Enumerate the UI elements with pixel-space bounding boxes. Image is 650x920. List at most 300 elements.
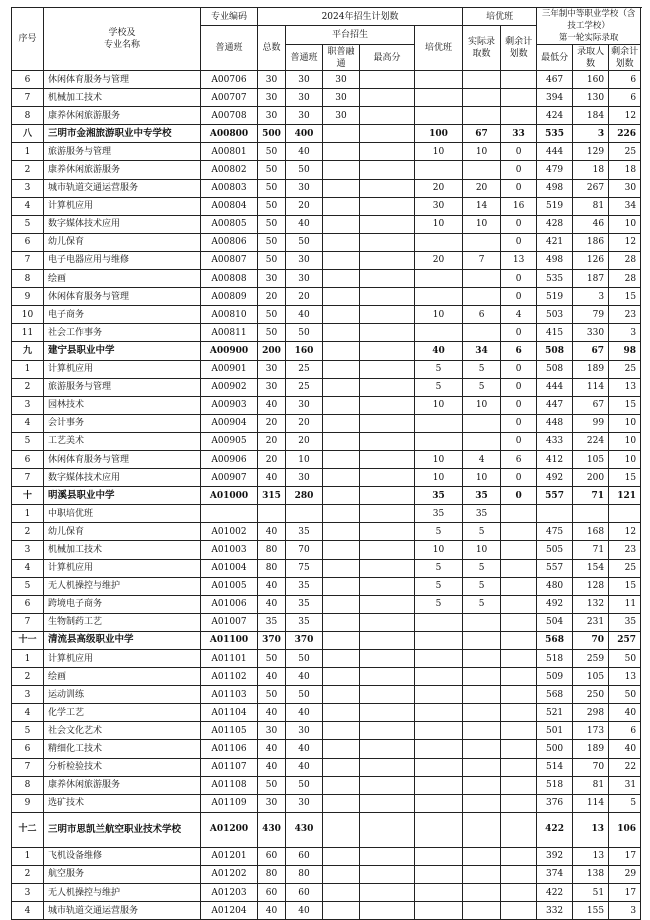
admission-table xyxy=(11,7,641,920)
vocational-bridge-cell xyxy=(360,613,415,631)
seq-cell: 7 xyxy=(12,758,44,776)
name-cell: 休闲体育服务与管理 xyxy=(44,288,201,306)
header-result-group: 三年制中等职业学校（含技工学校） 第一轮实际录取 xyxy=(537,8,641,45)
major-row xyxy=(12,143,641,161)
seq-cell: 7 xyxy=(12,89,44,107)
remaining-plan-cell xyxy=(501,559,537,577)
major-row xyxy=(12,704,641,722)
vocational-bridge-cell xyxy=(360,414,415,432)
peiyou-cell xyxy=(415,776,463,794)
major-row xyxy=(12,577,641,595)
max-score-cell: 412 xyxy=(537,450,573,468)
vocational-bridge-cell xyxy=(360,722,415,740)
total-cell: 20 xyxy=(286,288,323,306)
table-body xyxy=(12,71,641,920)
admitted-cell: 17 xyxy=(609,884,641,902)
peiyou-cell xyxy=(415,89,463,107)
min-score-cell: 70 xyxy=(573,631,609,649)
platform-regular-cell xyxy=(323,233,360,251)
seq-cell: 4 xyxy=(12,704,44,722)
min-score-cell: 160 xyxy=(573,71,609,89)
max-score-cell: 332 xyxy=(537,902,573,920)
remaining-plan-cell xyxy=(501,902,537,920)
remaining-plan-cell xyxy=(501,595,537,613)
admitted-cell: 121 xyxy=(609,487,641,505)
admitted-cell: 257 xyxy=(609,631,641,649)
platform-regular-cell xyxy=(323,668,360,686)
remaining-plan-cell xyxy=(501,650,537,668)
remaining-plan-cell xyxy=(501,89,537,107)
actual-enrolled-cell: 5 xyxy=(463,559,501,577)
major-row xyxy=(12,505,641,523)
seq-cell: 2 xyxy=(12,161,44,179)
regular-cell: 50 xyxy=(258,215,286,233)
max-score-cell: 535 xyxy=(537,125,573,143)
actual-enrolled-cell xyxy=(463,270,501,288)
name-cell: 清流县高级职业中学 xyxy=(44,631,201,649)
regular-cell: 40 xyxy=(258,469,286,487)
major-row xyxy=(12,613,641,631)
seq-cell: 5 xyxy=(12,432,44,450)
peiyou-cell: 5 xyxy=(415,378,463,396)
total-cell: 35 xyxy=(286,613,323,631)
min-score-cell: 231 xyxy=(573,613,609,631)
actual-enrolled-cell xyxy=(463,613,501,631)
name-cell: 无人机操控与维护 xyxy=(44,884,201,902)
regular-cell: 40 xyxy=(258,577,286,595)
admitted-cell: 10 xyxy=(609,450,641,468)
header-seq: 序号 xyxy=(12,8,44,71)
regular-cell: 50 xyxy=(258,161,286,179)
max-score-cell: 421 xyxy=(537,233,573,251)
max-score-cell: 535 xyxy=(537,270,573,288)
peiyou-cell: 5 xyxy=(415,559,463,577)
remaining-plan-cell: 0 xyxy=(501,360,537,378)
remaining-plan-cell: 0 xyxy=(501,378,537,396)
actual-enrolled-cell xyxy=(463,288,501,306)
total-cell: 30 xyxy=(286,469,323,487)
max-score-cell: 503 xyxy=(537,306,573,324)
vocational-bridge-cell xyxy=(360,378,415,396)
max-score-cell: 376 xyxy=(537,794,573,812)
actual-enrolled-cell xyxy=(463,794,501,812)
min-score-cell: 187 xyxy=(573,270,609,288)
min-score-cell: 267 xyxy=(573,179,609,197)
actual-enrolled-cell: 10 xyxy=(463,215,501,233)
code-cell: A01103 xyxy=(201,686,258,704)
vocational-bridge-cell xyxy=(360,523,415,541)
name-cell: 休闲体育服务与管理 xyxy=(44,71,201,89)
min-score-cell: 99 xyxy=(573,414,609,432)
actual-enrolled-cell: 5 xyxy=(463,595,501,613)
remaining-plan-cell xyxy=(501,107,537,125)
major-row xyxy=(12,107,641,125)
admitted-cell: 29 xyxy=(609,865,641,883)
major-row xyxy=(12,233,641,251)
header-remaining-plan: 剩余计划数 xyxy=(501,26,537,71)
total-cell: 160 xyxy=(286,342,323,360)
platform-regular-cell xyxy=(323,324,360,342)
peiyou-cell: 5 xyxy=(415,360,463,378)
peiyou-cell: 10 xyxy=(415,215,463,233)
platform-regular-cell xyxy=(323,613,360,631)
seq-cell: 1 xyxy=(12,143,44,161)
admitted-cell: 11 xyxy=(609,595,641,613)
max-score-cell: 433 xyxy=(537,432,573,450)
remaining-plan-cell xyxy=(501,704,537,722)
header-total: 总数 xyxy=(258,26,286,71)
admitted-cell: 98 xyxy=(609,342,641,360)
name-cell: 机械加工技术 xyxy=(44,89,201,107)
regular-cell: 40 xyxy=(258,523,286,541)
platform-regular-cell xyxy=(323,847,360,865)
vocational-bridge-cell xyxy=(360,306,415,324)
seq-cell: 9 xyxy=(12,288,44,306)
school-row xyxy=(12,342,641,360)
regular-cell: 35 xyxy=(258,613,286,631)
name-cell: 社会文化艺术 xyxy=(44,722,201,740)
actual-enrolled-cell: 10 xyxy=(463,469,501,487)
actual-enrolled-cell xyxy=(463,722,501,740)
total-cell: 30 xyxy=(286,722,323,740)
actual-enrolled-cell xyxy=(463,414,501,432)
remaining-plan-cell xyxy=(501,812,537,847)
regular-cell: 50 xyxy=(258,179,286,197)
name-cell: 三明市思凯兰航空职业技术学校 xyxy=(44,812,201,847)
code-cell: A00901 xyxy=(201,360,258,378)
vocational-bridge-cell xyxy=(360,215,415,233)
remaining-plan-cell: 13 xyxy=(501,251,537,269)
peiyou-cell xyxy=(415,722,463,740)
admitted-cell: 15 xyxy=(609,396,641,414)
peiyou-cell xyxy=(415,668,463,686)
school-row xyxy=(12,125,641,143)
platform-regular-cell xyxy=(323,523,360,541)
school-row xyxy=(12,487,641,505)
actual-enrolled-cell xyxy=(463,432,501,450)
peiyou-cell: 10 xyxy=(415,306,463,324)
major-row xyxy=(12,197,641,215)
major-row xyxy=(12,378,641,396)
min-score-cell: 259 xyxy=(573,650,609,668)
regular-cell: 80 xyxy=(258,559,286,577)
major-row xyxy=(12,794,641,812)
min-score-cell: 189 xyxy=(573,360,609,378)
major-row xyxy=(12,306,641,324)
actual-enrolled-cell xyxy=(463,847,501,865)
total-cell: 30 xyxy=(286,179,323,197)
name-cell: 社会工作事务 xyxy=(44,324,201,342)
platform-regular-cell xyxy=(323,686,360,704)
total-cell xyxy=(286,505,323,523)
platform-regular-cell xyxy=(323,577,360,595)
code-cell: A00906 xyxy=(201,450,258,468)
header-platform-group: 平台招生 xyxy=(286,26,415,45)
actual-enrolled-cell: 67 xyxy=(463,125,501,143)
total-cell: 50 xyxy=(286,233,323,251)
remaining-plan-cell xyxy=(501,613,537,631)
code-cell: A00804 xyxy=(201,197,258,215)
min-score-cell: 18 xyxy=(573,161,609,179)
min-score-cell: 155 xyxy=(573,902,609,920)
max-score-cell: 519 xyxy=(537,288,573,306)
major-row xyxy=(12,902,641,920)
actual-enrolled-cell: 20 xyxy=(463,179,501,197)
vocational-bridge-cell xyxy=(360,541,415,559)
code-cell: A01202 xyxy=(201,865,258,883)
regular-cell: 50 xyxy=(258,143,286,161)
remaining-plan-cell xyxy=(501,847,537,865)
code-cell: A00809 xyxy=(201,288,258,306)
code-cell: A01005 xyxy=(201,577,258,595)
platform-regular-cell xyxy=(323,650,360,668)
name-cell: 旅游服务与管理 xyxy=(44,378,201,396)
actual-enrolled-cell xyxy=(463,668,501,686)
max-score-cell: 394 xyxy=(537,89,573,107)
header-vocational-bridge: 职普融通 xyxy=(323,45,360,71)
max-score-cell: 514 xyxy=(537,758,573,776)
name-cell: 康养休闲旅游服务 xyxy=(44,107,201,125)
peiyou-cell xyxy=(415,324,463,342)
platform-regular-cell xyxy=(323,469,360,487)
vocational-bridge-cell xyxy=(360,270,415,288)
regular-cell: 60 xyxy=(258,847,286,865)
name-cell: 明溪县职业中学 xyxy=(44,487,201,505)
actual-enrolled-cell: 5 xyxy=(463,523,501,541)
total-cell: 50 xyxy=(286,161,323,179)
seq-cell: 5 xyxy=(12,577,44,595)
admitted-cell: 28 xyxy=(609,251,641,269)
admitted-cell: 13 xyxy=(609,378,641,396)
regular-cell: 40 xyxy=(258,902,286,920)
total-cell: 50 xyxy=(286,650,323,668)
platform-regular-cell xyxy=(323,559,360,577)
admitted-cell: 10 xyxy=(609,215,641,233)
platform-regular-cell xyxy=(323,595,360,613)
name-cell: 运动训练 xyxy=(44,686,201,704)
name-cell: 数字媒体技术应用 xyxy=(44,469,201,487)
vocational-bridge-cell xyxy=(360,631,415,649)
regular-cell: 30 xyxy=(258,107,286,125)
regular-cell: 30 xyxy=(258,270,286,288)
actual-enrolled-cell: 35 xyxy=(463,487,501,505)
name-cell: 机械加工技术 xyxy=(44,541,201,559)
name-cell: 分析检验技术 xyxy=(44,758,201,776)
name-cell: 园林技术 xyxy=(44,396,201,414)
vocational-bridge-cell xyxy=(360,143,415,161)
max-score-cell: 422 xyxy=(537,884,573,902)
total-cell: 60 xyxy=(286,847,323,865)
name-cell: 电子电器应用与维修 xyxy=(44,251,201,269)
total-cell: 400 xyxy=(286,125,323,143)
seq-cell: 6 xyxy=(12,740,44,758)
regular-cell: 50 xyxy=(258,776,286,794)
peiyou-cell xyxy=(415,631,463,649)
total-cell: 35 xyxy=(286,523,323,541)
platform-regular-cell xyxy=(323,631,360,649)
code-cell: A00807 xyxy=(201,251,258,269)
actual-enrolled-cell: 35 xyxy=(463,505,501,523)
actual-enrolled-cell: 7 xyxy=(463,251,501,269)
major-row xyxy=(12,469,641,487)
admitted-cell: 50 xyxy=(609,686,641,704)
seq-cell: 9 xyxy=(12,794,44,812)
admitted-cell: 15 xyxy=(609,288,641,306)
admitted-cell: 28 xyxy=(609,270,641,288)
name-cell: 跨境电子商务 xyxy=(44,595,201,613)
platform-regular-cell: 30 xyxy=(323,89,360,107)
code-cell: A01108 xyxy=(201,776,258,794)
vocational-bridge-cell xyxy=(360,686,415,704)
actual-enrolled-cell xyxy=(463,631,501,649)
peiyou-cell: 10 xyxy=(415,450,463,468)
vocational-bridge-cell xyxy=(360,251,415,269)
regular-cell: 80 xyxy=(258,541,286,559)
name-cell: 城市轨道交通运营服务 xyxy=(44,179,201,197)
peiyou-cell xyxy=(415,902,463,920)
vocational-bridge-cell xyxy=(360,71,415,89)
peiyou-cell xyxy=(415,847,463,865)
header-peiyou-group: 培优班 xyxy=(463,8,537,26)
peiyou-cell xyxy=(415,613,463,631)
name-cell: 绘画 xyxy=(44,668,201,686)
major-row xyxy=(12,215,641,233)
admitted-cell: 15 xyxy=(609,577,641,595)
actual-enrolled-cell xyxy=(463,865,501,883)
max-score-cell: 479 xyxy=(537,161,573,179)
actual-enrolled-cell xyxy=(463,233,501,251)
remaining-plan-cell: 0 xyxy=(501,161,537,179)
min-score-cell: 114 xyxy=(573,794,609,812)
seq-cell: 3 xyxy=(12,179,44,197)
vocational-bridge-cell xyxy=(360,650,415,668)
seq-cell: 8 xyxy=(12,270,44,288)
actual-enrolled-cell xyxy=(463,107,501,125)
admitted-cell: 3 xyxy=(609,902,641,920)
major-row xyxy=(12,396,641,414)
vocational-bridge-cell xyxy=(360,324,415,342)
platform-regular-cell: 30 xyxy=(323,107,360,125)
regular-cell: 40 xyxy=(258,704,286,722)
total-cell: 50 xyxy=(286,776,323,794)
name-cell: 计算机应用 xyxy=(44,197,201,215)
total-cell: 70 xyxy=(286,541,323,559)
regular-cell: 50 xyxy=(258,306,286,324)
major-row xyxy=(12,450,641,468)
actual-enrolled-cell: 6 xyxy=(463,306,501,324)
regular-cell: 40 xyxy=(258,396,286,414)
admitted-cell: 12 xyxy=(609,233,641,251)
code-cell: A01109 xyxy=(201,794,258,812)
seq-cell: 十一 xyxy=(12,631,44,649)
max-score-cell: 498 xyxy=(537,251,573,269)
remaining-plan-cell xyxy=(501,541,537,559)
major-row xyxy=(12,432,641,450)
name-cell: 飞机设备维修 xyxy=(44,847,201,865)
peiyou-cell: 20 xyxy=(415,179,463,197)
name-cell: 选矿技术 xyxy=(44,794,201,812)
seq-cell: 5 xyxy=(12,722,44,740)
regular-cell: 60 xyxy=(258,884,286,902)
major-row xyxy=(12,559,641,577)
platform-regular-cell xyxy=(323,414,360,432)
actual-enrolled-cell: 5 xyxy=(463,360,501,378)
remaining-plan-cell: 6 xyxy=(501,342,537,360)
total-cell: 30 xyxy=(286,270,323,288)
seq-cell: 4 xyxy=(12,197,44,215)
min-score-cell: 13 xyxy=(573,847,609,865)
remaining-plan-cell: 0 xyxy=(501,324,537,342)
seq-cell: 11 xyxy=(12,324,44,342)
regular-cell: 40 xyxy=(258,595,286,613)
platform-regular-cell xyxy=(323,722,360,740)
actual-enrolled-cell xyxy=(463,89,501,107)
code-cell xyxy=(201,505,258,523)
actual-enrolled-cell: 10 xyxy=(463,396,501,414)
admitted-cell: 30 xyxy=(609,179,641,197)
vocational-bridge-cell xyxy=(360,487,415,505)
min-score-cell: 81 xyxy=(573,776,609,794)
code-cell: A00811 xyxy=(201,324,258,342)
name-cell: 建宁县职业中学 xyxy=(44,342,201,360)
header-actual-enrolled: 实际录取数 xyxy=(463,26,501,71)
peiyou-cell xyxy=(415,686,463,704)
max-score-cell: 374 xyxy=(537,865,573,883)
seq-cell: 5 xyxy=(12,215,44,233)
min-score-cell: 46 xyxy=(573,215,609,233)
peiyou-cell: 20 xyxy=(415,251,463,269)
total-cell: 25 xyxy=(286,378,323,396)
seq-cell: 3 xyxy=(12,541,44,559)
major-row xyxy=(12,884,641,902)
code-cell: A00708 xyxy=(201,107,258,125)
code-cell: A01107 xyxy=(201,758,258,776)
total-cell: 50 xyxy=(286,686,323,704)
peiyou-cell: 30 xyxy=(415,197,463,215)
vocational-bridge-cell xyxy=(360,577,415,595)
header-regular: 普通班 xyxy=(201,26,258,71)
min-score-cell: 79 xyxy=(573,306,609,324)
regular-cell: 20 xyxy=(258,288,286,306)
name-cell: 休闲体育服务与管理 xyxy=(44,450,201,468)
code-cell: A00707 xyxy=(201,89,258,107)
actual-enrolled-cell xyxy=(463,161,501,179)
peiyou-cell: 10 xyxy=(415,469,463,487)
total-cell: 60 xyxy=(286,884,323,902)
total-cell: 370 xyxy=(286,631,323,649)
admitted-cell: 15 xyxy=(609,469,641,487)
school-row xyxy=(12,631,641,649)
remaining-plan-cell xyxy=(501,631,537,649)
seq-cell: 7 xyxy=(12,613,44,631)
major-row xyxy=(12,595,641,613)
table-header xyxy=(12,8,641,71)
platform-regular-cell xyxy=(323,740,360,758)
school-row xyxy=(12,812,641,847)
remaining-plan-cell xyxy=(501,884,537,902)
major-row xyxy=(12,668,641,686)
max-score-cell: 518 xyxy=(537,650,573,668)
actual-enrolled-cell xyxy=(463,324,501,342)
vocational-bridge-cell xyxy=(360,758,415,776)
regular-cell: 315 xyxy=(258,487,286,505)
platform-regular-cell xyxy=(323,704,360,722)
seq-cell: 1 xyxy=(12,505,44,523)
peiyou-cell xyxy=(415,740,463,758)
vocational-bridge-cell xyxy=(360,89,415,107)
platform-regular-cell xyxy=(323,812,360,847)
min-score-cell: 67 xyxy=(573,342,609,360)
